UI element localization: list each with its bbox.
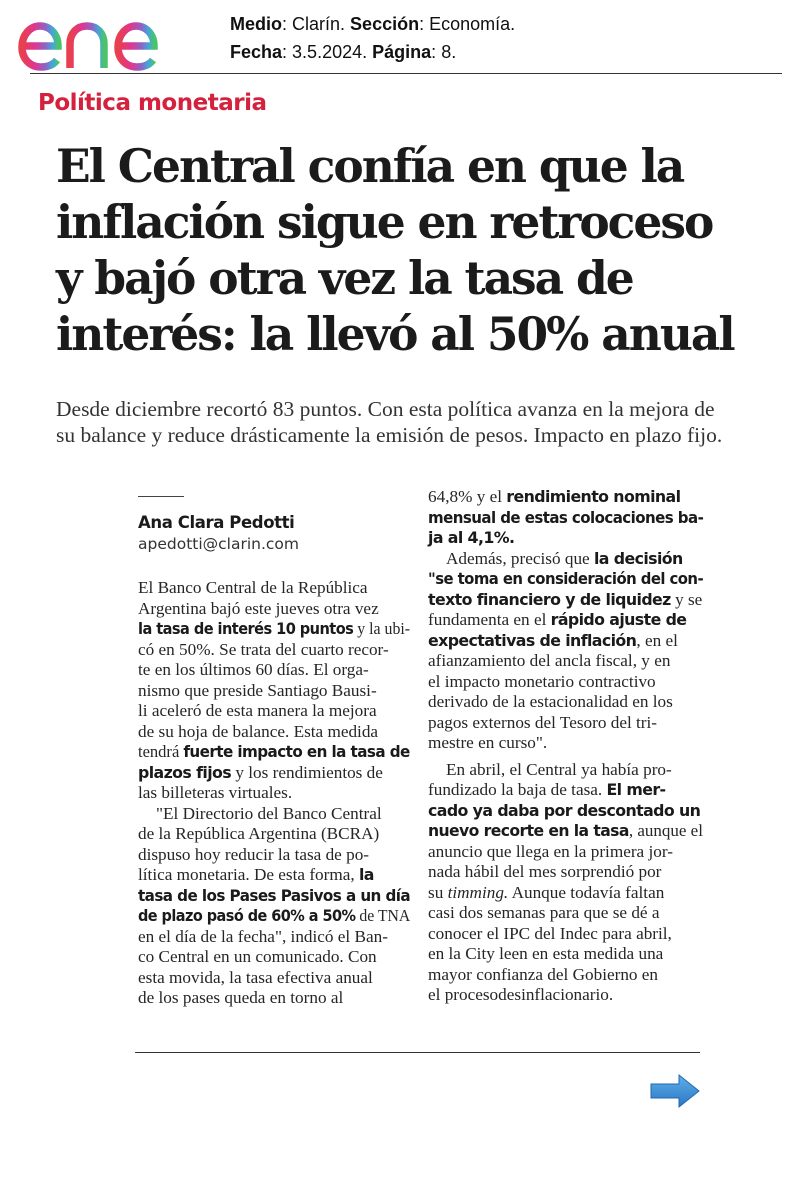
article-line <box>138 660 410 681</box>
article-line <box>428 862 703 883</box>
article-line <box>138 824 410 845</box>
subheadline-line: Desde diciembre recortó 83 puntos. Con esta política avanza en la mejora de <box>56 397 715 421</box>
pagina-label: Página <box>372 42 432 62</box>
bold-highlight: tasa de los Pases Pasivos a un día <box>138 885 411 905</box>
body-text: de su hoja de balance. Esta medida <box>138 721 379 741</box>
bold-highlight: ja al 4,1%. <box>428 528 515 547</box>
article-line <box>428 760 703 781</box>
body-text: co Central en un comunicado. Con <box>138 947 377 966</box>
body-text: En abril, el Central ya había pro- <box>446 759 672 779</box>
bold-highlight: de plazo pasó de 60% a 50% <box>138 906 356 925</box>
article-line <box>428 965 703 986</box>
article-line <box>138 885 411 907</box>
bold-highlight: la tasa de interés 10 puntos <box>138 619 354 638</box>
bold-highlight: rendimiento nominal <box>506 487 681 506</box>
body-text: conocer el IPC del Indec para abril, <box>428 923 672 943</box>
article-line <box>138 722 410 743</box>
body-text: nismo que preside Santiago Bausi- <box>138 680 377 700</box>
body-text: en la City leen en esta medida una <box>428 944 664 963</box>
article-line <box>428 672 703 693</box>
article-line <box>428 985 703 1006</box>
body-text: casi dos semanas para que se dé a <box>428 903 660 922</box>
bold-highlight: El mer- <box>606 780 666 799</box>
byline-divider <box>138 496 184 497</box>
article-line <box>428 487 703 508</box>
bold-highlight: texto financiero y de liquidez <box>428 589 671 609</box>
body-text: y se <box>670 589 703 609</box>
seccion-label: Sección <box>350 14 420 34</box>
article-line <box>138 742 410 763</box>
body-text: y los rendimientos de <box>231 762 383 782</box>
article-line <box>428 713 703 734</box>
author-email[interactable]: apedotti@clarin.com <box>138 535 300 553</box>
article-line <box>428 733 703 754</box>
body-text: dispuso hoy reducir la tasa de po- <box>138 844 370 864</box>
headline-line: El Central confía en que la <box>56 139 684 193</box>
body-text: có en 50%. Se trata del cuarto recor- <box>138 639 389 659</box>
pagina-value: 8. <box>441 42 457 62</box>
body-text: de los pases queda en torno al <box>138 988 344 1007</box>
article-column-left <box>138 578 410 1009</box>
article-line <box>428 569 704 590</box>
italic-text: timming. <box>447 882 509 902</box>
body-text: li aceleró de esta manera la mejora <box>138 701 377 720</box>
article-line <box>428 549 703 570</box>
body-text: su <box>428 882 448 902</box>
article-line <box>428 903 703 924</box>
document-meta <box>230 10 515 66</box>
article-line <box>138 619 411 640</box>
bold-highlight: cado ya daba por descontado un <box>428 800 701 820</box>
article-line <box>138 763 410 784</box>
body-text: las billeteras virtuales. <box>138 783 293 802</box>
body-text: 64,8% y el <box>428 487 507 506</box>
body-text: nada hábil del mes sorprendió por <box>428 862 662 881</box>
body-text: de TNA <box>355 906 411 925</box>
article-line <box>428 821 703 842</box>
body-text: el impacto monetario contractivo <box>428 671 656 691</box>
body-text: mestre en curso". <box>428 733 548 752</box>
body-text: , en el <box>636 630 678 650</box>
article-line <box>138 681 410 702</box>
bold-highlight: nuevo recorte en la tasa <box>428 821 629 840</box>
body-text: fundizado la baja de tasa. <box>428 780 607 799</box>
article-line <box>138 578 410 599</box>
article-line <box>428 507 704 529</box>
article-line <box>428 883 703 904</box>
article-line <box>428 944 703 965</box>
body-text: el procesodesinflacionario. <box>428 985 614 1004</box>
headline-line: inflación sigue en retroceso <box>56 195 713 249</box>
medio-label: Medio <box>230 14 282 34</box>
bold-highlight: fuerte impacto en la tasa de <box>183 742 410 761</box>
body-text: pagos externos del Tesoro del tri- <box>428 712 658 732</box>
body-text: de la República Argentina (BCRA) <box>138 824 380 843</box>
meta-line-2: Fecha: 3.5.2024. Página: 8. <box>230 42 457 62</box>
article-line <box>138 988 410 1009</box>
bold-highlight: rápido ajuste de <box>550 610 687 629</box>
body-text: Además, precisó que <box>446 548 594 568</box>
article-line <box>138 865 410 886</box>
article-line <box>428 692 703 713</box>
arrow-right-icon[interactable] <box>649 1073 701 1109</box>
article-line <box>428 610 703 631</box>
article-line <box>138 701 410 722</box>
article-line <box>428 651 703 672</box>
article-line <box>428 631 703 652</box>
body-text: Aunque todavía faltan <box>508 882 665 902</box>
article-line <box>138 947 410 968</box>
body-text: esta movida, la tasa efectiva anual <box>138 967 373 987</box>
body-text: "El Directorio del Banco Central <box>156 803 382 823</box>
article-line <box>138 640 410 661</box>
article-line <box>138 599 410 620</box>
bold-highlight: plazos fijos <box>138 762 232 782</box>
body-text: anuncio que llega en la primera jor- <box>428 841 673 861</box>
footer-divider <box>135 1052 700 1053</box>
bold-highlight: la <box>358 865 374 884</box>
article-line <box>428 528 703 549</box>
article-line <box>138 968 410 989</box>
enel-logo <box>16 4 194 74</box>
body-text: derivado de la estacionalidad en los <box>428 692 673 711</box>
article-line <box>428 590 703 611</box>
fecha-value: 3.5.2024. <box>292 42 368 62</box>
section-label: Política monetaria <box>38 90 267 116</box>
article-line <box>138 804 410 825</box>
bold-highlight: la decisión <box>593 548 683 568</box>
seccion-value: Economía. <box>429 14 516 34</box>
article-line <box>138 783 410 804</box>
bold-highlight: mensual de estas colocaciones ba- <box>428 507 704 527</box>
meta-line-1: Medio: Clarín. Sección: Economía. <box>230 14 516 34</box>
subheadline-line: su balance y reduce drásticamente la emisión de pesos. Impacto en plazo fijo. <box>56 423 723 447</box>
headline-line: interés: la llevó al 50% anual <box>56 307 734 361</box>
author-name: Ana Clara Pedotti <box>138 513 295 532</box>
body-text: , aunque el <box>628 821 703 840</box>
article-line <box>138 927 410 948</box>
fecha-label: Fecha <box>230 42 283 62</box>
body-text: tendrá <box>138 742 184 761</box>
medio-value: Clarín. <box>292 14 346 34</box>
body-text: en el día de la fecha", indicó el Ban- <box>138 926 388 946</box>
article-column-right <box>428 487 703 1006</box>
header-divider <box>30 73 782 74</box>
body-text: afianzamiento del ancla fiscal, y en <box>428 651 671 670</box>
headline <box>56 138 776 362</box>
article-line <box>428 924 703 945</box>
article-line <box>138 845 410 866</box>
bold-highlight: expectativas de inflación <box>428 630 637 650</box>
bold-highlight: "se toma en consideración del con- <box>428 569 704 588</box>
body-text: y la ubi- <box>353 619 411 638</box>
body-text: lítica monetaria. De esta forma, <box>138 865 359 884</box>
article-line <box>428 842 703 863</box>
headline-line: y bajó otra vez la tasa de <box>56 251 633 305</box>
subheadline <box>56 396 756 448</box>
article-line <box>138 906 411 927</box>
body-text: fundamenta en el <box>428 610 551 629</box>
body-text: te en los últimos 60 días. El orga- <box>138 660 369 679</box>
body-text: El Banco Central de la República <box>138 578 368 597</box>
body-text: Argentina bajó este jueves otra vez <box>138 598 379 618</box>
body-text: mayor confianza del Gobierno en <box>428 964 659 984</box>
article-line <box>428 780 703 801</box>
article-line <box>428 801 703 822</box>
